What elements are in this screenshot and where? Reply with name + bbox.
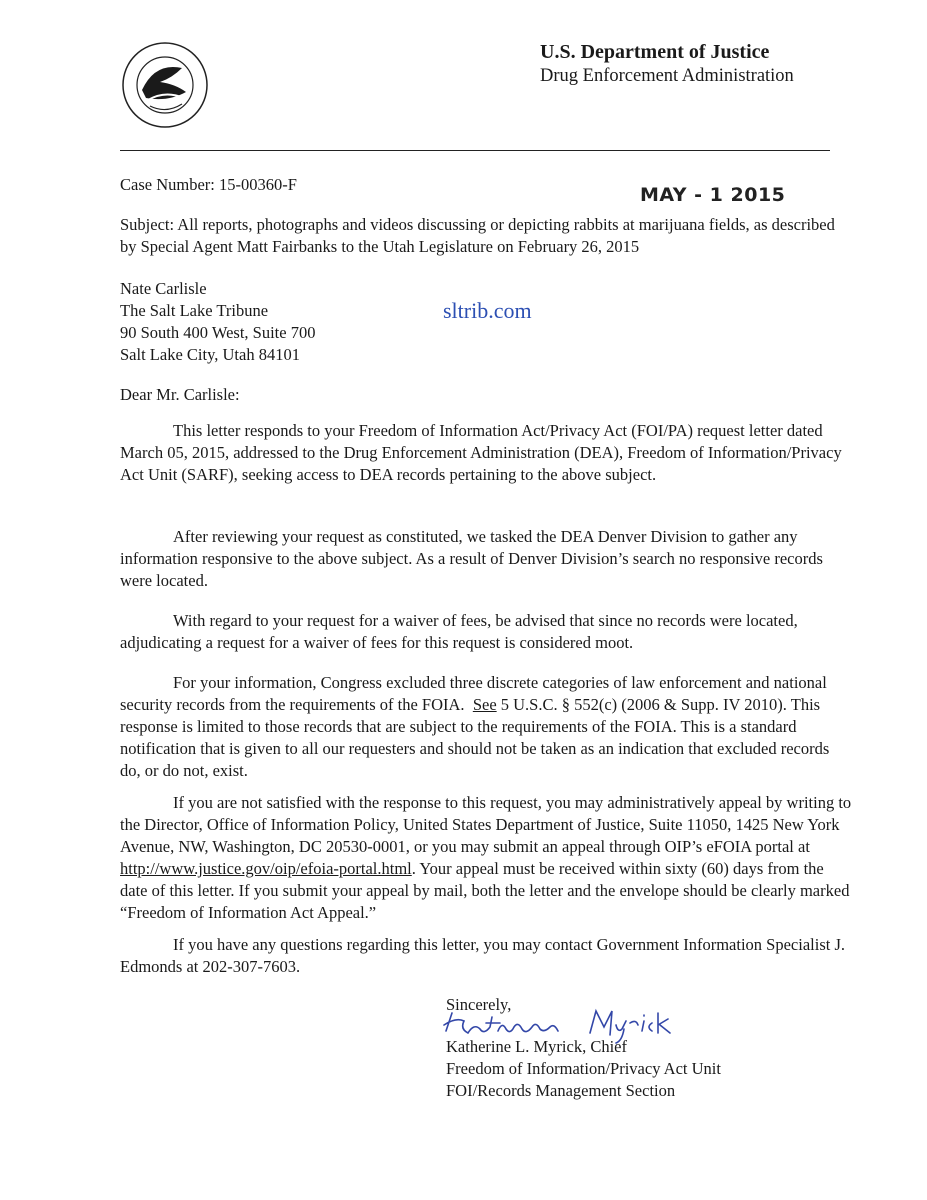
signer-section: FOI/Records Management Section bbox=[446, 1081, 676, 1100]
dea-seal bbox=[120, 40, 210, 130]
paragraph-fee-waiver: With regard to your request for a waiver of fees, be advised that since no records were located, adjudicating a request for a waiver of fees for this request is considered moot. bbox=[120, 611, 798, 652]
signer-unit: Freedom of Information/Privacy Act Unit bbox=[446, 1059, 721, 1078]
see-citation: See bbox=[472, 695, 497, 714]
exclusions-text-a: For your information, Congress excluded three discrete categories of law enforcement and national security records from the requirements of the FOIA. bbox=[120, 673, 827, 714]
efoia-portal-link[interactable]: http://www.justice.gov/oip/efoia-portal.html bbox=[120, 859, 412, 878]
recipient-org: The Salt Lake Tribune bbox=[120, 301, 269, 320]
valediction: Sincerely, bbox=[446, 995, 512, 1014]
recipient-name: Nate Carlisle bbox=[120, 279, 207, 298]
case-number: Case Number: 15-00360-F bbox=[120, 175, 297, 194]
subject-line: Subject: All reports, photographs and videos discussing or depicting rabbits at marijuana fields, as described by Special Agent Matt Fairbanks to the Utah Legislature on February 26, 2015 bbox=[120, 215, 835, 256]
recipient-city: Salt Lake City, Utah 84101 bbox=[120, 345, 300, 364]
letterhead bbox=[540, 40, 794, 88]
header-rule bbox=[120, 150, 830, 151]
paragraph-appeal bbox=[120, 792, 852, 924]
appeal-text-b: . Your appeal must be received within sixty (60) days from the date of this letter. If you submit your appeal by mail, both the letter and the envelope should be clearly marked “Freedom of Information Act Appeal.” bbox=[120, 859, 850, 922]
paragraph-contact: If you have any questions regarding this letter, you may contact Government Information Specialist J. Edmonds at 202-307-7603. bbox=[120, 935, 845, 976]
signer-name: Katherine L. Myrick, Chief bbox=[446, 1037, 627, 1056]
recipient-street: 90 South 400 West, Suite 700 bbox=[120, 323, 316, 342]
department-name: U.S. Department of Justice bbox=[540, 41, 770, 63]
signature-block bbox=[446, 1036, 721, 1102]
appeal-text-a: If you are not satisfied with the response to this request, you may administratively appeal by writing to the Director, Office of Information Policy, United States Department of Justice, Suite 11050, 1425 New York Avenue, NW, Washington, DC 20530-0001, or you may submit an appeal through OIP’s eFOIA portal at bbox=[120, 793, 852, 856]
paragraph-request: This letter responds to your Freedom of Information Act/Privacy Act (FOI/PA) request letter dated March 05, 2015, addressed to the Drug Enforcement Administration (DEA), Freedom of Information/Privacy Act Unit (SARF), seeking access to DEA records pertaining to the above subject. bbox=[120, 421, 842, 484]
recipient-address bbox=[120, 278, 420, 366]
salutation: Dear Mr. Carlisle: bbox=[120, 385, 240, 404]
date-stamp: MAY - 1 2015 bbox=[640, 184, 786, 206]
sltrib-watermark: sltrib.com bbox=[443, 298, 532, 323]
division-name: Drug Enforcement Administration bbox=[540, 66, 794, 86]
paragraph-search: After reviewing your request as constituted, we tasked the DEA Denver Division to gather any information responsive to the above subject. As a result of Denver Division’s search no responsive records were located. bbox=[120, 527, 823, 590]
exclusions-text-b: 5 U.S.C. § 552(c) (2006 & Supp. IV 2010). This response is limited to those records that are subject to the requirements of the FOIA. This is a standard notification that is given to all our requesters and should not be taken as an indication that excluded records do, or do not, exist. bbox=[120, 695, 830, 780]
paragraph-exclusions bbox=[120, 672, 852, 782]
